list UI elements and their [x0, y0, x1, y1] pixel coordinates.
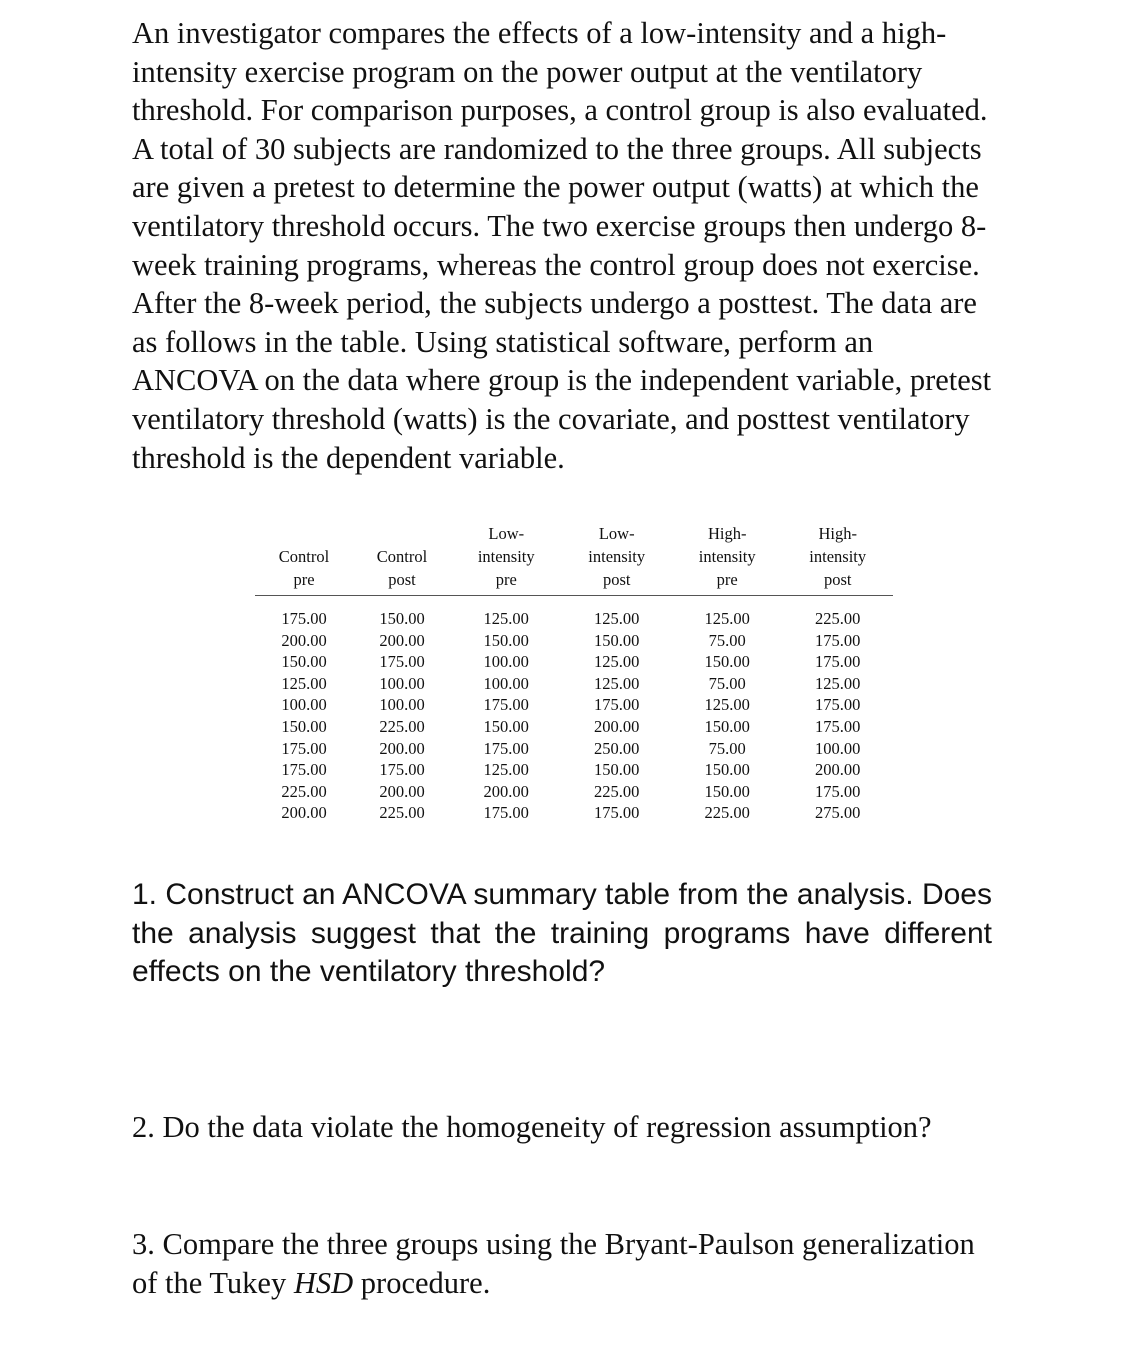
table-cell: 200.00 — [594, 716, 640, 736]
table-cell: 175.00 — [594, 803, 640, 823]
table-cell: 150.00 — [704, 652, 750, 672]
column-header — [672, 522, 782, 596]
table-cell: 125.00 — [594, 652, 640, 672]
column-header-line: pre — [293, 570, 315, 589]
table-row — [255, 759, 893, 781]
table-cell: 175.00 — [594, 695, 640, 715]
table-cell: 125.00 — [281, 673, 327, 693]
column-header-line: post — [823, 570, 852, 589]
table-cell: 125.00 — [704, 695, 750, 715]
table-cell: 175.00 — [483, 803, 529, 823]
table-cell: 125.00 — [594, 609, 640, 628]
table-cell: 125.00 — [815, 673, 861, 693]
table-cell: 150.00 — [704, 716, 750, 736]
question-3 — [132, 1225, 992, 1302]
table-cell: 250.00 — [594, 738, 640, 758]
table-cell: 175.00 — [281, 738, 327, 758]
table-row — [255, 738, 893, 760]
table-cell: 175.00 — [281, 609, 327, 628]
question-3-text: 3. Compare the three groups using the Bryant-Paulson generalization of the Tukey — [132, 1227, 975, 1300]
table-cell: 225.00 — [379, 716, 425, 736]
table-header-row — [255, 522, 893, 596]
table-cell: 100.00 — [281, 695, 327, 715]
table-cell: 150.00 — [594, 760, 640, 780]
table-row — [255, 694, 893, 716]
table-cell: 125.00 — [594, 673, 640, 693]
table-cell: 225.00 — [704, 803, 750, 823]
table-row — [255, 716, 893, 738]
table-cell: 175.00 — [379, 760, 425, 780]
table-cell: 175.00 — [379, 652, 425, 672]
table-cell: 175.00 — [815, 630, 861, 650]
problem-description: An investigator compares the effects of a low-intensity and a high-intensity exercise program on the power output at the ventilatory threshold. For comparison purposes, a control group is also evaluated. A total of 30 subjects are randomized to the three groups. All subjects are given a pretest to determine the power output (watts) at which the ventilatory threshold occurs. The two exercise groups then undergo 8-week training programs, whereas the control group does not exercise. After the 8-week period, the subjects undergo a posttest. The data are as follows in the table. Using statistical software, perform an ANCOVA on the data where group is the independent variable, pretest ventilatory threshold (watts) is the covariate, and posttest ventilatory threshold is the dependent variable. — [132, 16, 992, 475]
table-row — [255, 673, 893, 695]
column-header-line: intensity — [698, 547, 756, 566]
question-2: 2. Do the data violate the homogeneity of regression assumption? — [132, 1110, 932, 1144]
table-cell: 225.00 — [815, 609, 861, 628]
table-cell: 125.00 — [704, 609, 750, 628]
table-cell: 175.00 — [281, 760, 327, 780]
table-cell: 75.00 — [708, 673, 746, 693]
column-header-line: post — [602, 570, 631, 589]
column-header — [255, 522, 353, 596]
column-header — [561, 522, 671, 596]
table-cell: 150.00 — [281, 716, 327, 736]
table-cell: 150.00 — [704, 760, 750, 780]
table-cell: 100.00 — [379, 695, 425, 715]
table-cell: 200.00 — [379, 738, 425, 758]
table-cell: 200.00 — [379, 630, 425, 650]
table-cell: 150.00 — [594, 630, 640, 650]
question-1: 1. Construct an ANCOVA summary table from the analysis. Does the analysis suggest that the training programs have different effects on the ventilatory threshold? — [132, 878, 992, 988]
table-cell: 150.00 — [483, 630, 529, 650]
data-table — [255, 522, 893, 824]
table-cell: 100.00 — [483, 673, 529, 693]
column-header — [353, 522, 451, 596]
table-cell: 100.00 — [379, 673, 425, 693]
table-cell: 200.00 — [815, 760, 861, 780]
table-cell: 175.00 — [815, 716, 861, 736]
table-cell: 125.00 — [483, 760, 529, 780]
table-cell: 75.00 — [708, 630, 746, 650]
table-row — [255, 596, 893, 630]
table-row — [255, 802, 893, 824]
table-cell: 150.00 — [483, 716, 529, 736]
table-cell: 125.00 — [483, 609, 529, 628]
column-header-line: High- — [707, 524, 747, 543]
table-cell: 100.00 — [483, 652, 529, 672]
column-header — [451, 522, 561, 596]
table-cell: 275.00 — [815, 803, 861, 823]
column-header-line: intensity — [477, 547, 535, 566]
column-header-line: High- — [818, 524, 857, 543]
table-cell: 175.00 — [815, 695, 861, 715]
table-body — [255, 596, 893, 824]
question-3-hsd: HSD — [293, 1265, 354, 1300]
table-cell: 175.00 — [483, 695, 529, 715]
table-cell: 225.00 — [594, 781, 640, 801]
column-header-line: Control — [376, 547, 428, 566]
table-cell: 150.00 — [281, 652, 327, 672]
table-cell: 200.00 — [379, 781, 425, 801]
column-header-line: post — [388, 570, 416, 589]
table-row — [255, 651, 893, 673]
column-header-line: Low- — [598, 524, 635, 543]
table-cell: 100.00 — [815, 738, 861, 758]
table-cell: 225.00 — [379, 803, 425, 823]
table-cell: 175.00 — [815, 781, 861, 801]
column-header-line: pre — [716, 570, 738, 589]
question-3-end: procedure. — [353, 1265, 491, 1300]
column-header-line: intensity — [588, 547, 646, 566]
table-cell: 200.00 — [483, 781, 529, 801]
table-cell: 225.00 — [281, 781, 327, 801]
table-cell: 150.00 — [379, 609, 425, 628]
table-cell: 200.00 — [281, 630, 327, 650]
table-cell: 175.00 — [483, 738, 529, 758]
table-cell: 200.00 — [281, 803, 327, 823]
column-header-line: Control — [278, 547, 330, 566]
table-cell: 75.00 — [708, 738, 746, 758]
column-header — [782, 522, 893, 596]
table-cell: 150.00 — [704, 781, 750, 801]
table-row — [255, 781, 893, 803]
column-header-line: pre — [495, 570, 517, 589]
table-row — [255, 630, 893, 652]
column-header-line: Low- — [488, 524, 525, 543]
table-cell: 175.00 — [815, 652, 861, 672]
column-header-line: intensity — [809, 547, 867, 566]
